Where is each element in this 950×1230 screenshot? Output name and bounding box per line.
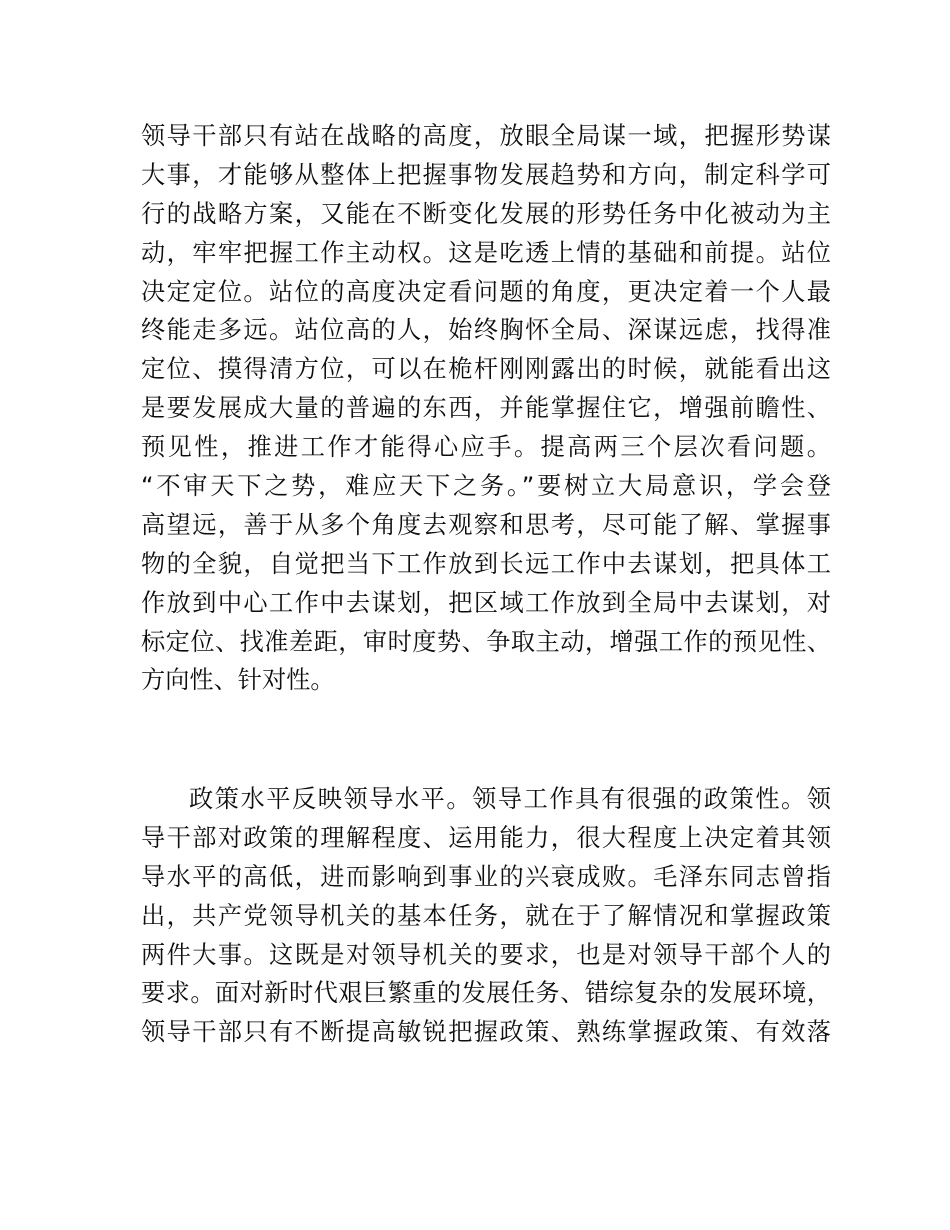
text-line: 物的全貌，自觉把当下工作放到长远工作中去谋划，把具体工 — [141, 549, 831, 578]
text-line: 政策水平反映领导水平。领导工作具有很强的政策性。领 — [189, 785, 831, 813]
text-line: 预见性，推进工作才能得心应手。提高两三个层次看问题。 — [141, 433, 831, 462]
text-line: “不审天下之势，难应天下之务。”要树立大局意识，学会登 — [141, 472, 831, 501]
text-line: 是要发展成大量的普遍的东西，并能掌握住它，增强前瞻性、 — [141, 394, 831, 423]
text-line: 定位、摸得清方位，可以在桅杆刚刚露出的时候，就能看出这 — [141, 355, 831, 384]
text-line: 决定定位。站位的高度决定看问题的角度，更决定着一个人最 — [141, 277, 831, 306]
paragraph-1 — [141, 117, 831, 700]
text-line: 出，共产党领导机关的基本任务，就在于了解情况和掌握政策 — [141, 901, 831, 930]
text-line: 高望远，善于从多个角度去观察和思考，尽可能了解、掌握事 — [141, 510, 831, 539]
text-line: 导水平的高低，进而影响到事业的兴衰成败。毛泽东同志曾指 — [141, 862, 831, 891]
text-line: 领导干部只有不断提高敏锐把握政策、熟练掌握政策、有效落 — [141, 1018, 831, 1047]
text-line: 两件大事。这既是对领导机关的要求，也是对领导干部个人的 — [141, 940, 831, 969]
text-line: 动，牢牢把握工作主动权。这是吃透上情的基础和前提。站位 — [141, 238, 831, 267]
text-line: 要求。面对新时代艰巨繁重的发展任务、错综复杂的发展环境， — [141, 979, 831, 1008]
paragraph-2 — [141, 780, 831, 1052]
text-line: 导干部对政策的理解程度、运用能力，很大程度上决定着其领 — [141, 823, 831, 852]
text-line: 作放到中心工作中去谋划，把区域工作放到全局中去谋划，对 — [141, 588, 831, 617]
text-line: 方向性、针对性。 — [141, 666, 335, 695]
text-line: 终能走多远。站位高的人，始终胸怀全局、深谋远虑，找得准 — [141, 316, 831, 345]
text-line: 行的战略方案，又能在不断变化发展的形势任务中化被动为主 — [141, 199, 831, 228]
text-line: 领导干部只有站在战略的高度，放眼全局谋一域，把握形势谋 — [141, 122, 831, 150]
text-line: 大事，才能够从整体上把握事物发展趋势和方向，制定科学可 — [141, 160, 831, 189]
text-line: 标定位、找准差距，审时度势、争取主动，增强工作的预见性、 — [141, 627, 831, 656]
